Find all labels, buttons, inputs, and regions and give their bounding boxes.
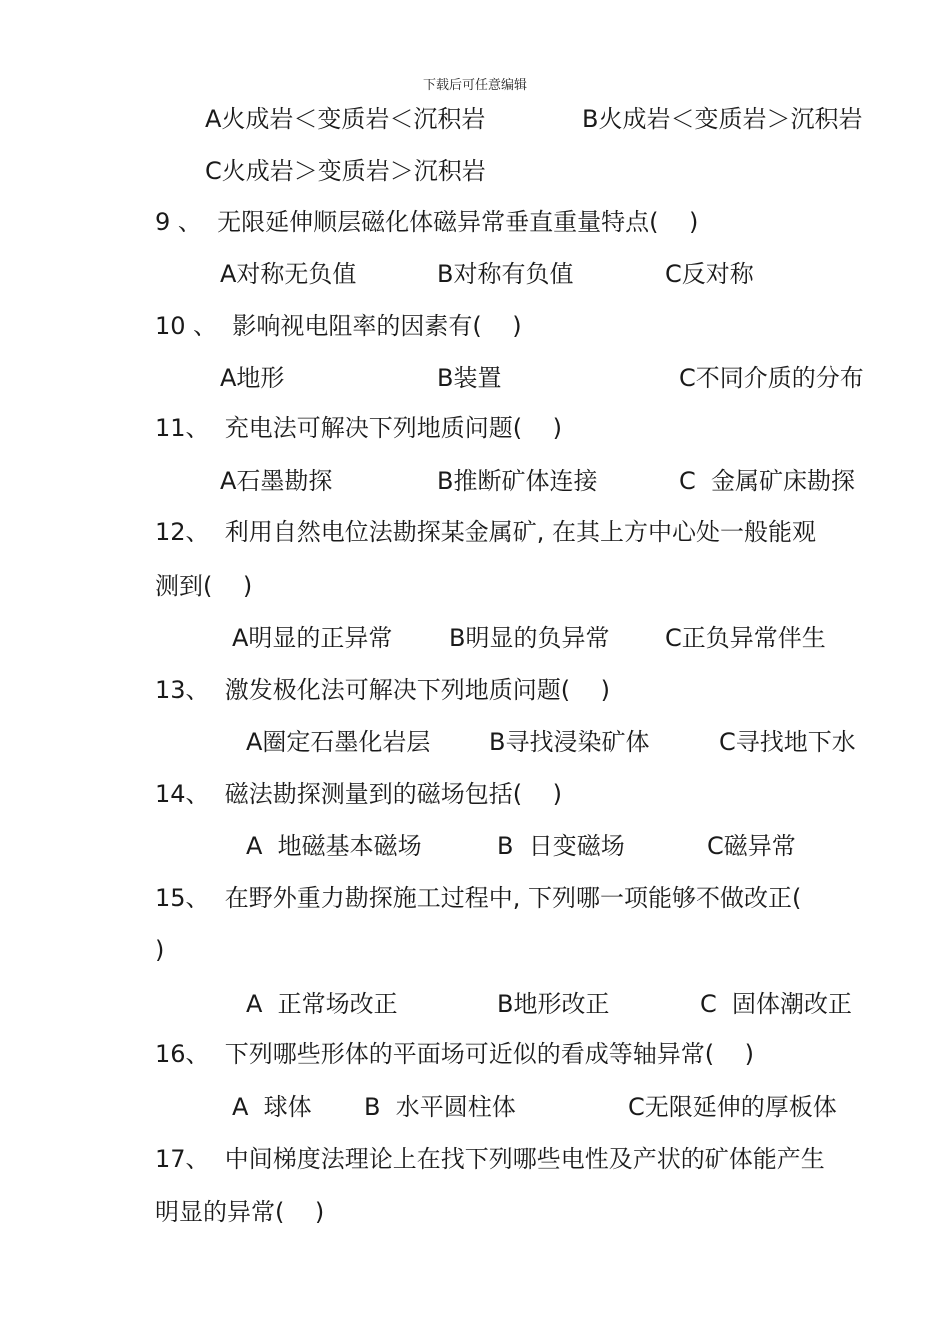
q9-stem: 9 、 无限延伸顺层磁化体磁异常垂直重量特点( ) (155, 208, 699, 236)
q9-option-c: C反对称 (665, 260, 754, 288)
q8-option-c: C火成岩＞变质岩＞沉积岩 (205, 157, 486, 185)
q9-option-b: B对称有负值 (437, 260, 574, 288)
q15-stem-line2: ) (155, 936, 165, 964)
q10-option-c: C不同介质的分布 (679, 364, 864, 392)
q16-option-c: C无限延伸的厚板体 (628, 1093, 837, 1121)
q14-option-b: B 日变磁场 (497, 832, 625, 860)
q15-stem-line1: 15、 在野外重力勘探施工过程中, 下列哪一项能够不做改正( (155, 884, 802, 912)
q15-option-a: A 正常场改正 (246, 990, 398, 1018)
q17-stem-line2: 明显的异常( ) (155, 1198, 325, 1226)
q16-stem: 16、 下列哪些形体的平面场可近似的看成等轴异常( ) (155, 1040, 755, 1068)
page-header: 下载后可任意编辑 (422, 78, 527, 93)
q16-option-a: A 球体 (232, 1093, 312, 1121)
q10-option-b: B装置 (437, 364, 502, 392)
q13-option-c: C寻找地下水 (719, 728, 856, 756)
q10-option-a: A地形 (220, 364, 285, 392)
q17-stem-line1: 17、 中间梯度法理论上在找下列哪些电性及产状的矿体能产生 (155, 1145, 825, 1173)
q15-option-b: B地形改正 (497, 990, 610, 1018)
q10-stem: 10 、 影响视电阻率的因素有( ) (155, 312, 522, 340)
q14-stem: 14、 磁法勘探测量到的磁场包括( ) (155, 780, 563, 808)
q13-option-b: B寻找浸染矿体 (489, 728, 650, 756)
q12-option-c: C正负异常伴生 (665, 624, 826, 652)
q11-stem: 11、 充电法可解决下列地质问题( ) (155, 414, 563, 442)
q8-option-b: B火成岩＜变质岩＞沉积岩 (582, 105, 863, 133)
q11-option-a: A石墨勘探 (220, 467, 333, 495)
q13-stem: 13、 激发极化法可解决下列地质问题( ) (155, 676, 611, 704)
q12-option-a: A明显的正异常 (232, 624, 393, 652)
q9-option-a: A对称无负值 (220, 260, 357, 288)
q12-stem-line2: 测到( ) (155, 572, 253, 600)
q12-option-b: B明显的负异常 (449, 624, 610, 652)
q13-option-a: A圈定石墨化岩层 (246, 728, 431, 756)
q14-option-c: C磁异常 (707, 832, 796, 860)
q11-option-c: C 金属矿床勘探 (679, 467, 856, 495)
q11-option-b: B推断矿体连接 (437, 467, 598, 495)
q14-option-a: A 地磁基本磁场 (246, 832, 422, 860)
q8-option-a: A火成岩＜变质岩＜沉积岩 (205, 105, 486, 133)
q12-stem-line1: 12、 利用自然电位法勘探某金属矿, 在其上方中心处一般能观 (155, 518, 817, 546)
q16-option-b: B 水平圆柱体 (364, 1093, 516, 1121)
q15-option-c: C 固体潮改正 (700, 990, 853, 1018)
